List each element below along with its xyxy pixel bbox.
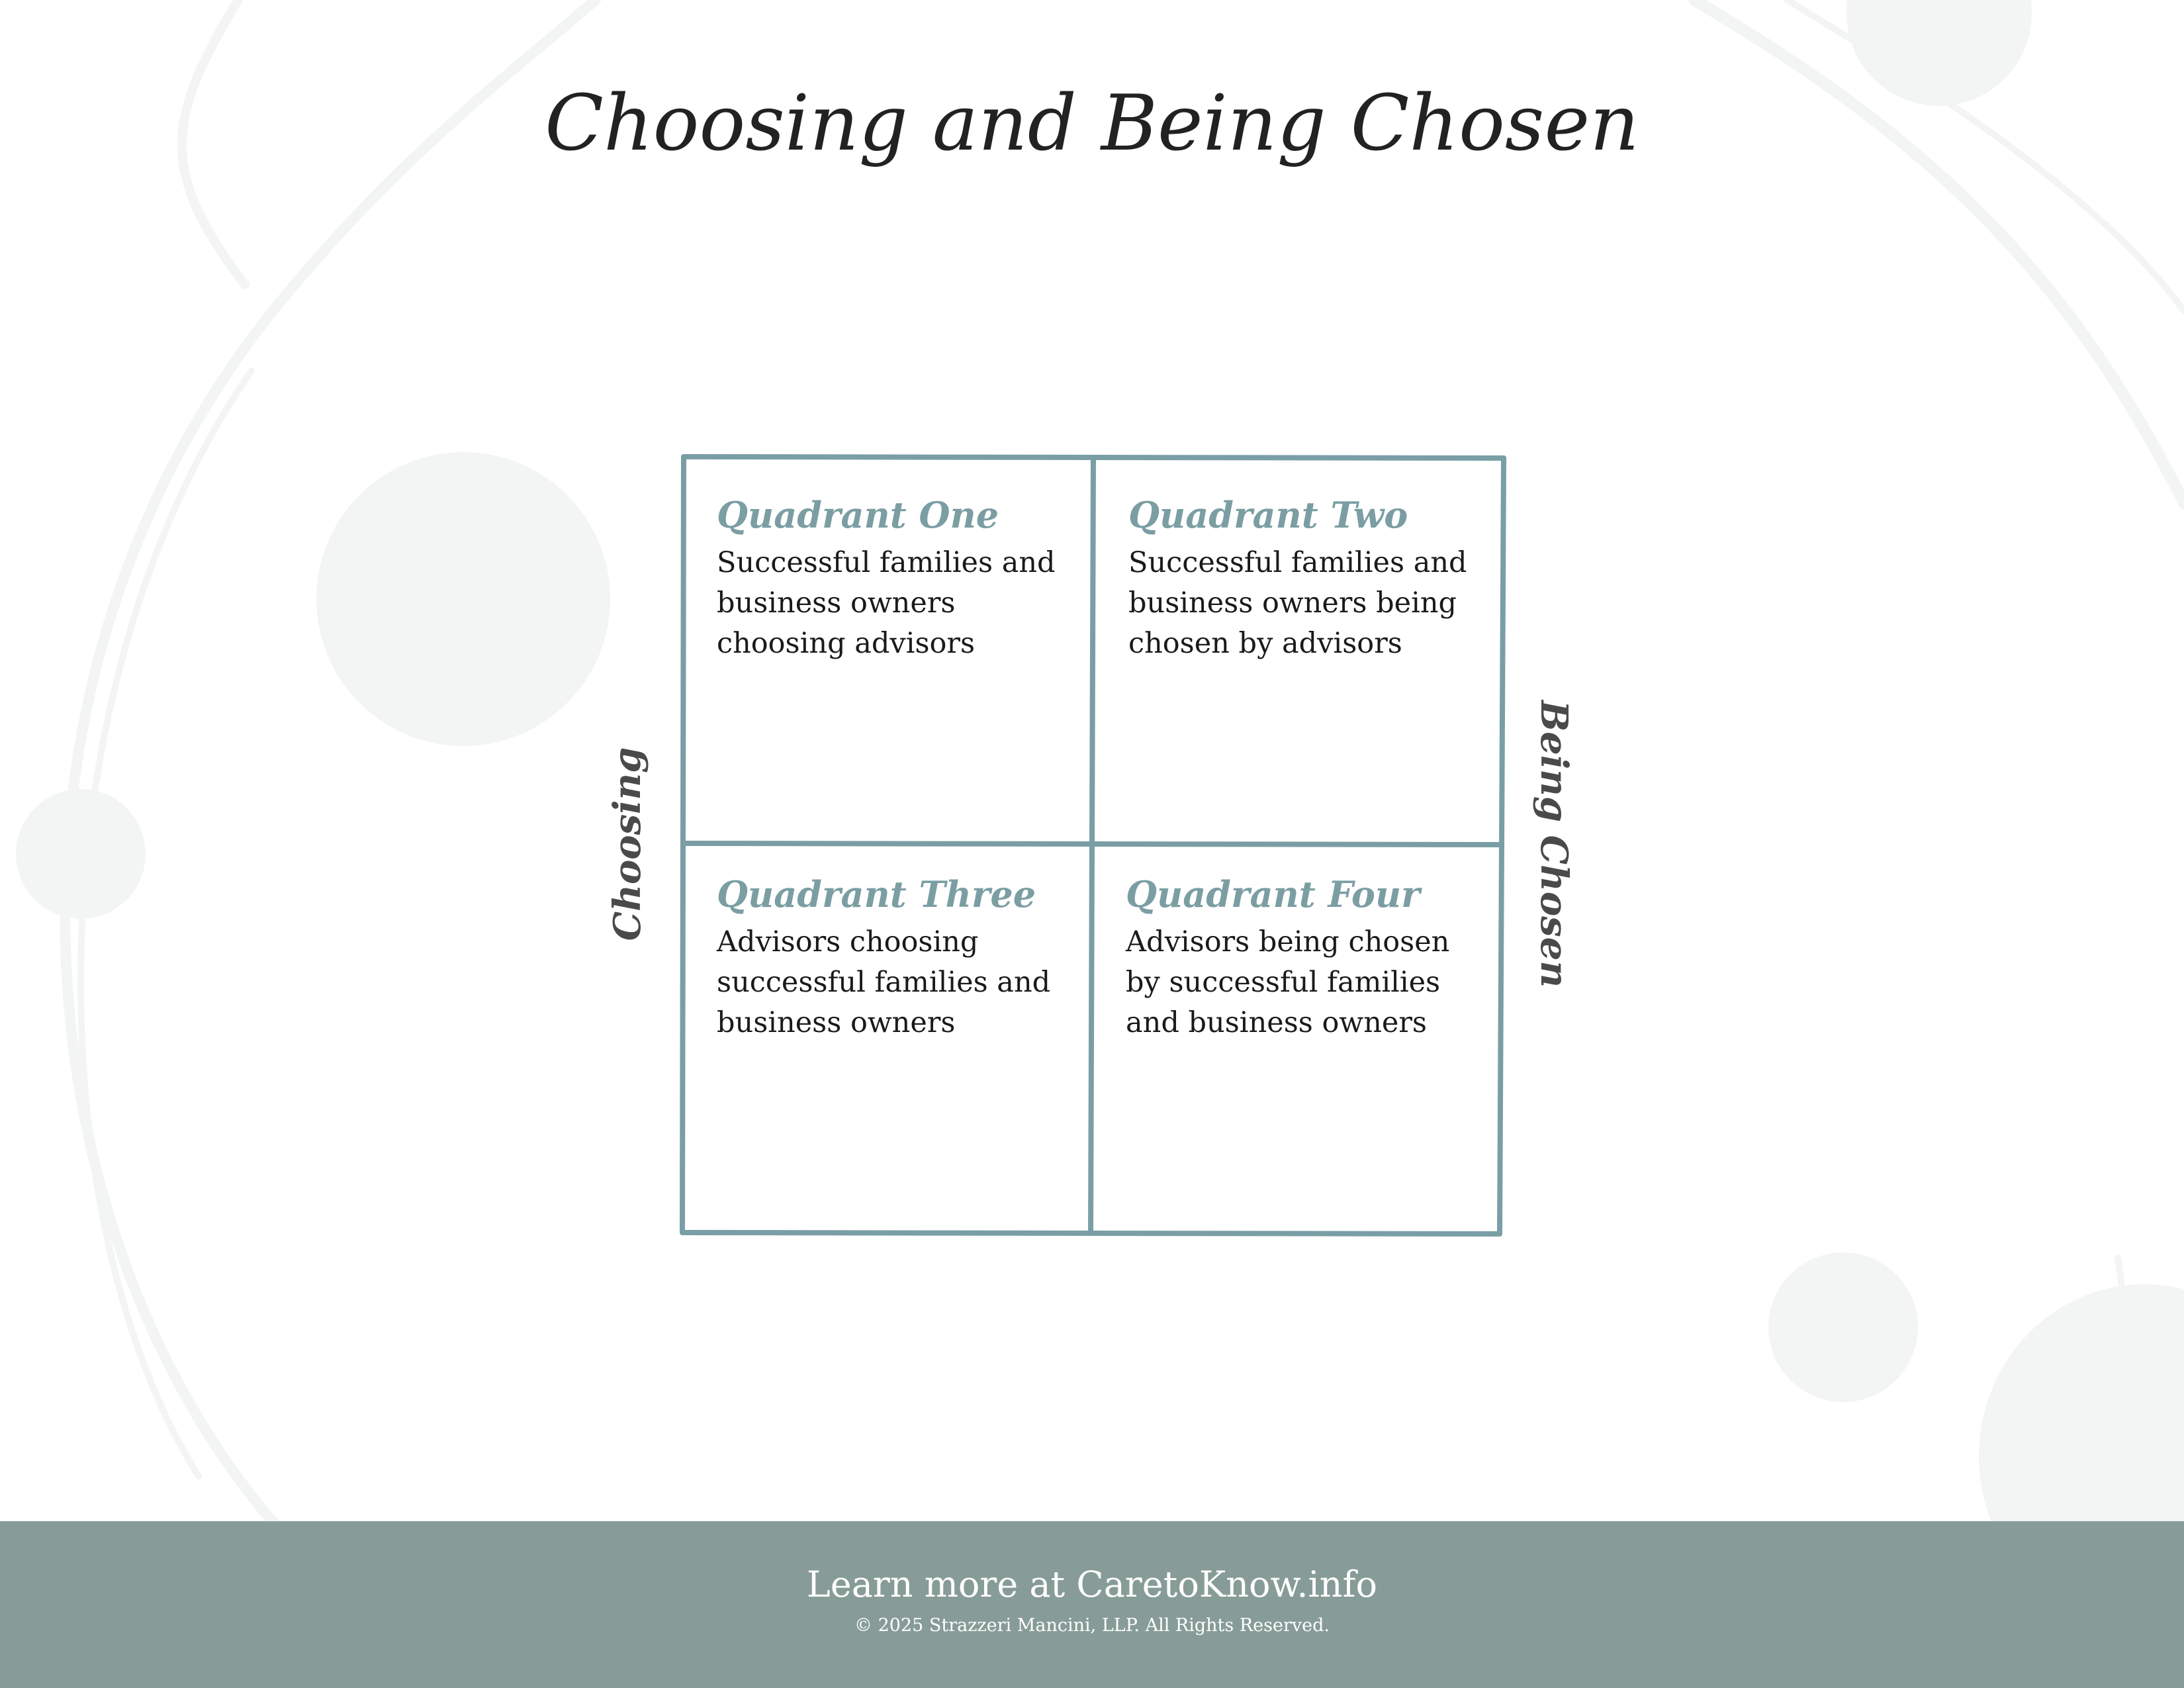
quadrant-three xyxy=(717,869,1087,1043)
quadrant-one-line: choosing advisors xyxy=(717,627,976,660)
quadrant-three-line: business owners xyxy=(717,1006,956,1039)
quadrant-two-line: business owners being xyxy=(1128,586,1457,620)
quadrant-one-line: business owners xyxy=(717,586,956,620)
footer-website-link[interactable]: Learn more at CaretoKnow.info xyxy=(806,1564,1378,1605)
quadrant-four-line: and business owners xyxy=(1126,1006,1427,1039)
axis-label-choosing: Choosing xyxy=(606,747,649,941)
quadrant-two xyxy=(1128,490,1499,664)
footer-bar xyxy=(0,1521,2184,1688)
grid-vertical-divider xyxy=(1091,458,1093,1233)
footer-copyright: © 2025 Strazzeri Mancini, LLP. All Rights Reserved. xyxy=(854,1615,1330,1636)
quadrant-one-title: Quadrant One xyxy=(717,494,999,536)
quadrant-one-description xyxy=(717,543,1087,664)
quadrant-two-title: Quadrant Two xyxy=(1128,494,1408,536)
quadrant-three-description xyxy=(717,922,1087,1043)
axis-label-being-chosen: Being Chosen xyxy=(1532,700,1576,988)
quadrant-four-title: Quadrant Four xyxy=(1126,873,1420,915)
quadrant-four xyxy=(1126,869,1496,1043)
quadrant-two-description xyxy=(1128,543,1499,664)
quadrant-three-line: Advisors choosing xyxy=(717,925,979,959)
page-title: Choosing and Being Chosen xyxy=(545,79,1639,168)
quadrant-one-line: Successful families and xyxy=(717,546,1056,579)
quadrant-three-line: successful families and xyxy=(717,966,1051,999)
quadrant-two-line: Successful families and xyxy=(1128,546,1467,579)
quadrant-two-line: chosen by advisors xyxy=(1128,627,1402,660)
quadrant-one xyxy=(717,490,1087,664)
quadrant-four-description xyxy=(1126,922,1496,1043)
quadrant-four-line: Advisors being chosen xyxy=(1126,925,1450,959)
quadrant-three-title: Quadrant Three xyxy=(717,873,1036,915)
quadrant-four-line: by successful families xyxy=(1126,966,1441,999)
